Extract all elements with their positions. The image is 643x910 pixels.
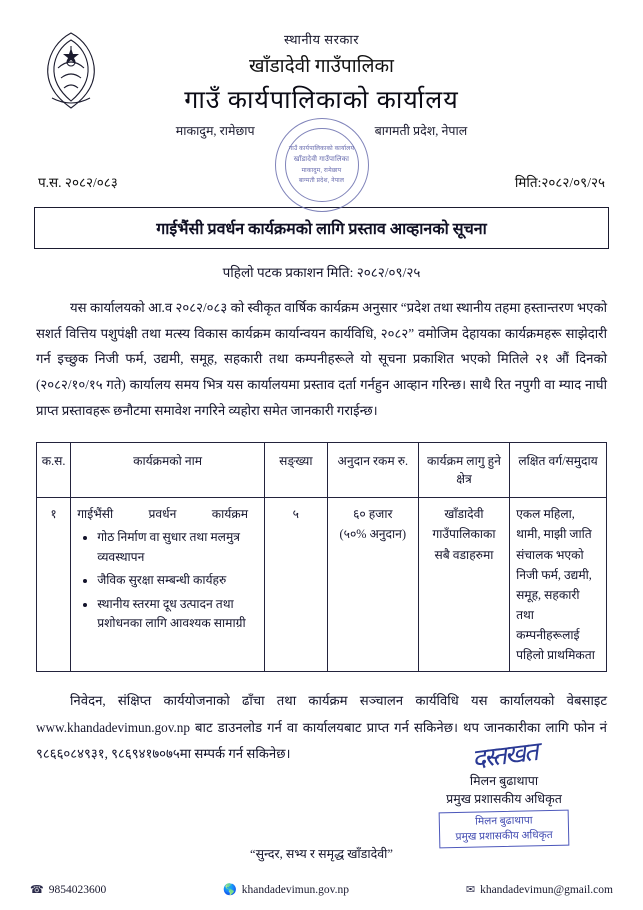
program-title [77,504,258,524]
seal-line-2: खाँडादेवी गाउँपालिका [293,155,350,164]
footer-phone-number: 9854023600 [48,884,107,896]
cell-target-group: एकल महिला, थामी, माझी जाति संचालक भएको निजी फर्म, उद्यमी, समूह, सहकारी तथा कम्पनीहरूलाई पहिलो प्राथमिकता [510,498,607,672]
area-line-2: गाउँपालिकाका [432,527,496,542]
column-header-quantity: सङ्ख्या [265,442,328,498]
signature-block [409,736,599,847]
footer-email-address[interactable]: khandadevimun@gmail.com [480,884,613,896]
footer-divider [24,875,619,876]
contact-footer [0,884,643,896]
seal-line-4: बाग्मती प्रदेश, नेपाल [298,177,345,184]
seal-line-3: माकादुम, रामेछाप [301,167,342,174]
address-right: बागमती प्रदेश, नेपाल [374,124,468,138]
area-line-3: सबै वडाहरुमा [434,547,494,562]
program-title-part-3: कार्यक्रम [211,507,248,522]
phone-icon: ☎ [30,883,44,896]
table-header-row [37,442,607,498]
list-item: • गोठ निर्माण वा सुधार तथा मलमुत्र व्यवस्थापन [97,528,258,567]
nepal-emblem-icon [28,28,114,114]
column-header-sn: क.स. [37,442,71,498]
gov-line: स्थानीय सरकार [283,32,360,47]
program-table [36,442,607,673]
column-header-target-group: लक्षित वर्ग/समुदाय [510,442,607,498]
municipality-slogan: “सुन्दर, सभ्य र समृद्ध खाँडादेवी” [250,847,393,861]
cell-quantity: ५ [265,498,328,672]
grant-amount-value: ६० हजार [353,507,393,522]
table-row [37,498,607,672]
official-seal-stamp [275,118,369,212]
notice-title: गाईभैंसी प्रवर्धन कार्यक्रमको लागि प्रस्ताव आव्हानको सूचना [34,207,609,249]
area-line-1: खाँडादेवी [444,507,484,522]
letterhead [0,0,643,191]
cell-grant-amount [327,498,418,672]
globe-icon: 🌎 [223,883,237,896]
footer-phone [30,884,106,896]
address-left: माकादुम, रामेछाप [175,124,255,138]
footer-email[interactable] [466,884,613,896]
signatory-stamp [439,810,570,849]
signatory-stamp-name: मिलन बुढाथापा [475,815,533,828]
footer-website-url[interactable]: khandadevimun.gov.np [241,884,349,896]
cell-sn: १ [37,498,71,672]
cell-area [418,498,509,672]
envelope-icon: ✉ [465,883,476,896]
cell-program-name [71,498,265,672]
notice-body-paragraph: यस कार्यालयको आ.व २०८२/०८३ को स्वीकृत वार्षिक कार्यक्रम अनुसार “प्रदेश तथा स्थानीय तहमा हस्तान्तरण भएको सशर्त वित्तिय पशुपंक्षी तथा मत्स्य विकास कार्यक्रम कार्यान्वयन कार्यविधि, २०८२” वमोजिम देहायका कार्यक्रमहरू साझेदारी गर्न इच्छुक निजी फर्म, उद्यमी, समूह, सहकारी तथा कम्पनीहरूले यो सूचना प्रकाशित भएको मितिले २१ औं दिनको (२०८२/१०/१५ गते) कार्यालय समय भित्र यस कार्यालयमा प्रस्ताव दर्ता गर्नहुन आव्हान गरिन्छ। साथै रित नपुगी वा म्याद नाघी प्राप्त प्रस्तावहरू छनौटमा समावेश नगरिने व्यहोरा समेत जानकारी गराईन्छ। [36,300,607,418]
column-header-program-name: कार्यक्रमको नाम [71,442,265,498]
office-name: गाउँ कार्यपालिकाको कार्यालय [184,87,459,114]
column-header-area: कार्यक्रम लागु हुने क्षेत्र [418,442,509,498]
footer-website[interactable] [223,884,349,896]
signatory-designation: प्रमुख प्रशासकीय अधिकृत [446,792,562,806]
program-title-part-1: गाईभैंसी [77,507,114,522]
list-item: • जैविक सुरक्षा सम्बन्धी कार्यहरु [97,571,258,591]
issue-date: मिति:२०८२/०९/२५ [514,175,605,190]
seal-line-1: गाउँ कार्यपालिकाको कार्यालय [288,146,355,153]
publication-date: पहिलो पटक प्रकाशन मिति: २०८२/०९/२५ [222,265,421,280]
signatory-stamp-post: प्रमुख प्रशासकीय अधिकृत [455,830,553,844]
list-item: • स्थानीय स्तरमा दूध उत्पादन तथा प्रशोधनका लागि आवश्यक सामाग्री [97,595,258,634]
municipality-name: खाँडादेवी गाउँपालिका [249,56,394,77]
notice-footer-paragraph: निवेदन, संक्षिप्त कार्ययोजनाको ढाँचा तथा कार्यक्रम सञ्चालन कार्यविधि यस कार्यालयको वेबसाइट www.khandadevimun.gov.np बाट डाउनलोड गर्न वा कार्यालयबाट प्राप्त गर्न सकिनेछ। थप जानकारीका लागि फोन नं ९८६६०८४९३१, ९८६९४१७०७५मा सम्पर्क गर्न सकिनेछ। [36,693,607,762]
grant-amount-note: (५०% अनुदान) [339,527,407,542]
signatory-name: मिलन बुढाथापा [469,774,539,788]
reference-number: प.स. २०८२/०८३ [38,175,118,190]
program-activity-list [77,528,258,634]
handwritten-signature: दस्तखत [470,737,539,774]
column-header-grant-amount: अनुदान रकम रु. [327,442,418,498]
program-title-part-2: प्रवर्धन [148,507,177,522]
